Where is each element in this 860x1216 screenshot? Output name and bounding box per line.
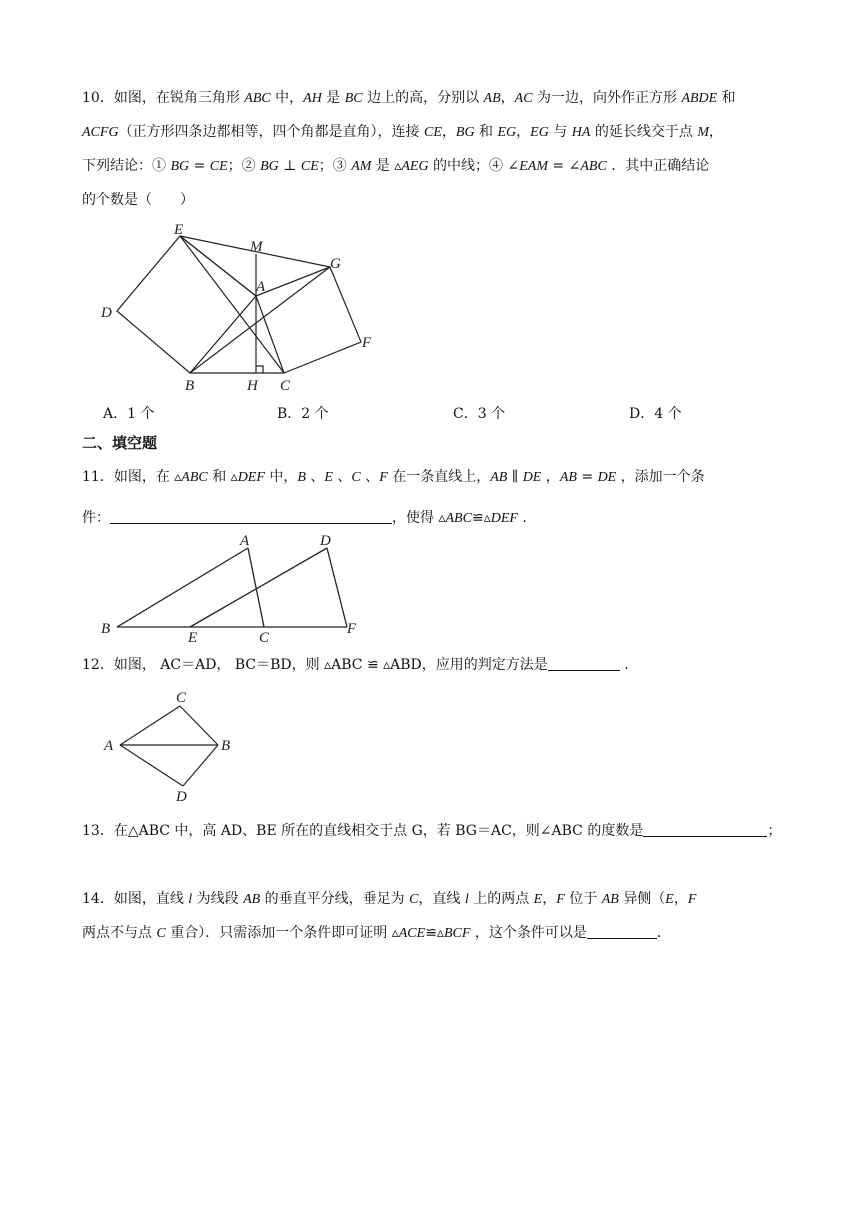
q14-text: ，: [542, 891, 557, 907]
segment-ba: [117, 548, 248, 627]
q11-text: 、: [332, 469, 352, 485]
answer-blank-12[interactable]: [548, 654, 620, 671]
q10-line-2: [82, 122, 723, 143]
q11-text: 、: [360, 469, 380, 485]
q11-text: 中，: [264, 469, 298, 485]
q14-text: 重合）．只需添加一个条件即可证明 ▵: [165, 925, 399, 941]
q14-text: ACE: [398, 926, 426, 941]
q14-text: ≌▵: [425, 925, 444, 941]
q10-text: CE: [424, 125, 442, 140]
label-b: B: [221, 738, 231, 754]
segment-ag: [256, 267, 330, 296]
q11-text: DEF: [237, 470, 265, 485]
q10-text: 边上的高，分别以: [362, 90, 484, 106]
q11-text: F: [379, 470, 388, 485]
label-m: M: [250, 239, 263, 255]
q10-text: 和: [717, 90, 736, 106]
q10-text: 下列结论：①: [82, 158, 171, 174]
q10-text: 是: [321, 90, 345, 106]
q10-text: BG: [170, 159, 190, 174]
q10-figure: [95, 220, 395, 400]
q14-text: ，: [673, 891, 688, 907]
answer-blank-14[interactable]: [587, 922, 657, 939]
q10-text: AEG: [401, 159, 429, 174]
q11-text: =: [576, 469, 598, 485]
q11-text: ABC: [181, 470, 208, 485]
q10-text: ABC: [244, 91, 271, 106]
q11-text: ∥: [507, 469, 523, 485]
q14-text: l: [188, 892, 193, 907]
choice-c: C．3 个: [453, 406, 506, 422]
label-c: C: [259, 630, 270, 646]
q11-line-1: [82, 467, 705, 488]
q11-text: C: [351, 470, 361, 485]
label-a: A: [104, 738, 114, 754]
q11-text: DE: [597, 470, 617, 485]
q10-line-4: 的个数是（ ）: [82, 192, 194, 208]
segment-cb: [180, 706, 218, 745]
q11-text: DEF: [490, 511, 518, 526]
q14-text: F: [556, 892, 565, 907]
label-a: A: [256, 279, 266, 295]
q14-text: 两点不与点: [82, 925, 157, 941]
q10-text: 和: [474, 124, 498, 140]
q10-text: 与: [548, 124, 572, 140]
q10-text: 的延长线交于点: [590, 124, 698, 140]
label-f: F: [347, 621, 357, 637]
q11-text: ，: [541, 469, 560, 485]
q11-text: AB: [490, 470, 508, 485]
q10-text: BG: [455, 125, 475, 140]
q10-text: BG: [260, 159, 279, 174]
q10-text: = ∠: [547, 158, 581, 174]
segment-ac: [120, 706, 180, 745]
q11-text: 、: [305, 469, 325, 485]
choice-d: D．4 个: [629, 406, 682, 422]
q10-text: ；③: [318, 158, 352, 174]
q10-text: 中，: [270, 90, 304, 106]
q10-text: CE: [209, 159, 228, 174]
q10-text: BC: [344, 91, 363, 106]
q13-text: 13．在△ABC 中，高 AD、BE 所在的直线相交于点 G，若 BG＝AC，则∠ABC 的度数是: [82, 823, 644, 839]
q14-text: 为线段: [192, 891, 244, 907]
q14-text: F: [687, 892, 697, 907]
section-heading: 二、填空题: [82, 434, 158, 452]
square-abde: [117, 236, 256, 373]
q10-text: ABC: [580, 159, 607, 174]
q11-text: .: [517, 510, 527, 526]
label-d: D: [101, 305, 112, 321]
q14-text: E: [665, 892, 674, 907]
q13-text: ；: [767, 823, 782, 839]
choice-b: B．2 个: [277, 406, 329, 422]
label-g: G: [330, 256, 341, 272]
q14-text: 14．如图，直线: [82, 891, 189, 907]
q10-line-1: [82, 88, 736, 109]
q11-text: E: [324, 470, 333, 485]
q10-text: （正方形四条边都相等，四个角都是直角），连接: [118, 124, 425, 140]
segment-ac: [248, 548, 264, 627]
q11-text: ，使得 ▵: [392, 510, 446, 526]
q10-text: CE: [300, 159, 319, 174]
answer-blank-13[interactable]: [643, 820, 767, 837]
q10-line-3: [82, 156, 709, 177]
q14-text: AB: [243, 892, 261, 907]
q10-text: EG: [530, 125, 549, 140]
q13-line: [82, 820, 781, 841]
q10-text: ；②: [227, 158, 261, 174]
segment-db: [183, 745, 218, 786]
q11-text: ≌▵: [471, 510, 491, 526]
q14-text: C: [156, 926, 166, 941]
q12-figure: [98, 688, 248, 803]
q10-text: 10．如图，在锐角三角形: [82, 90, 245, 106]
q14-text: ，这个条件可以是: [470, 925, 587, 941]
q14-line-2: [82, 922, 671, 944]
q11-figure: [98, 530, 368, 645]
q11-line-2: [82, 507, 527, 529]
q14-text: C: [409, 892, 419, 907]
segment-ad: [120, 745, 183, 786]
q10-text: 为一边，向外作正方形: [532, 90, 682, 106]
q10-text: ，: [708, 124, 723, 140]
q11-text: 件：: [82, 510, 110, 526]
q14-text: BCF: [443, 926, 471, 941]
label-e: E: [188, 630, 198, 646]
label-h: H: [247, 378, 258, 394]
answer-blank-11[interactable]: [110, 507, 392, 524]
q10-text: EAM: [519, 159, 548, 174]
q11-text: ABC: [445, 511, 472, 526]
q11-text: ，添加一个条: [616, 469, 705, 485]
label-b: B: [185, 378, 195, 394]
q14-text: 异侧（: [618, 891, 666, 907]
q10-text: ABDE: [681, 91, 718, 106]
label-e: E: [174, 222, 184, 238]
q10-text: 是 ▵: [371, 158, 402, 174]
q14-text: E: [533, 892, 543, 907]
q10-text: =: [189, 158, 210, 174]
q12-text: .: [619, 657, 629, 673]
label-d: D: [176, 789, 187, 805]
q10-text: AM: [351, 159, 372, 174]
q14-text: 位于: [564, 891, 602, 907]
q10-text: ⊥: [278, 158, 301, 174]
q12-text: 12．如图， AC＝AD， BC＝BD，则 ▵ABC ≌ ▵ABD，应用的判定方法是: [82, 657, 548, 673]
q14-text: 的垂直平分线，垂足为: [260, 891, 410, 907]
label-b: B: [101, 621, 111, 637]
q14-text: 上的两点: [468, 891, 534, 907]
q10-text: ，: [516, 124, 531, 140]
q10-text: HA: [571, 125, 591, 140]
label-f: F: [362, 335, 372, 351]
segment-df: [327, 548, 347, 627]
q14-line-1: [82, 889, 696, 910]
q10-text: ，: [441, 124, 456, 140]
q11-text: B: [297, 470, 306, 485]
q10-text: AB: [483, 91, 501, 106]
q14-text: ．: [656, 925, 671, 941]
q11-text: 11．如图，在 ▵: [82, 469, 182, 485]
q14-text: ，直线: [418, 891, 465, 907]
q12-line: [82, 654, 629, 675]
segment-ed: [190, 548, 327, 627]
segment-ce: [180, 236, 284, 373]
q11-text: DE: [522, 470, 542, 485]
q14-text: l: [464, 892, 469, 907]
q10-text: ACFG: [82, 125, 119, 140]
q11-text: AB: [559, 470, 577, 485]
choice-a: A．1 个: [103, 406, 155, 422]
q10-text: EG: [497, 125, 517, 140]
q10-text: ，: [500, 90, 515, 106]
q11-text: 和 ▵: [207, 469, 238, 485]
label-c: C: [176, 690, 187, 706]
q14-text: AB: [601, 892, 619, 907]
right-angle-mark: [256, 366, 263, 373]
label-a: A: [240, 533, 250, 549]
q10-text: 的中线；④ ∠: [428, 158, 520, 174]
q10-text: AC: [514, 91, 533, 106]
label-d: D: [320, 533, 331, 549]
q10-text: AH: [303, 91, 322, 106]
label-c: C: [280, 378, 291, 394]
q11-text: 在一条直线上，: [387, 469, 491, 485]
q10-text: M: [697, 125, 709, 140]
q10-text: ．其中正确结论: [606, 158, 710, 174]
